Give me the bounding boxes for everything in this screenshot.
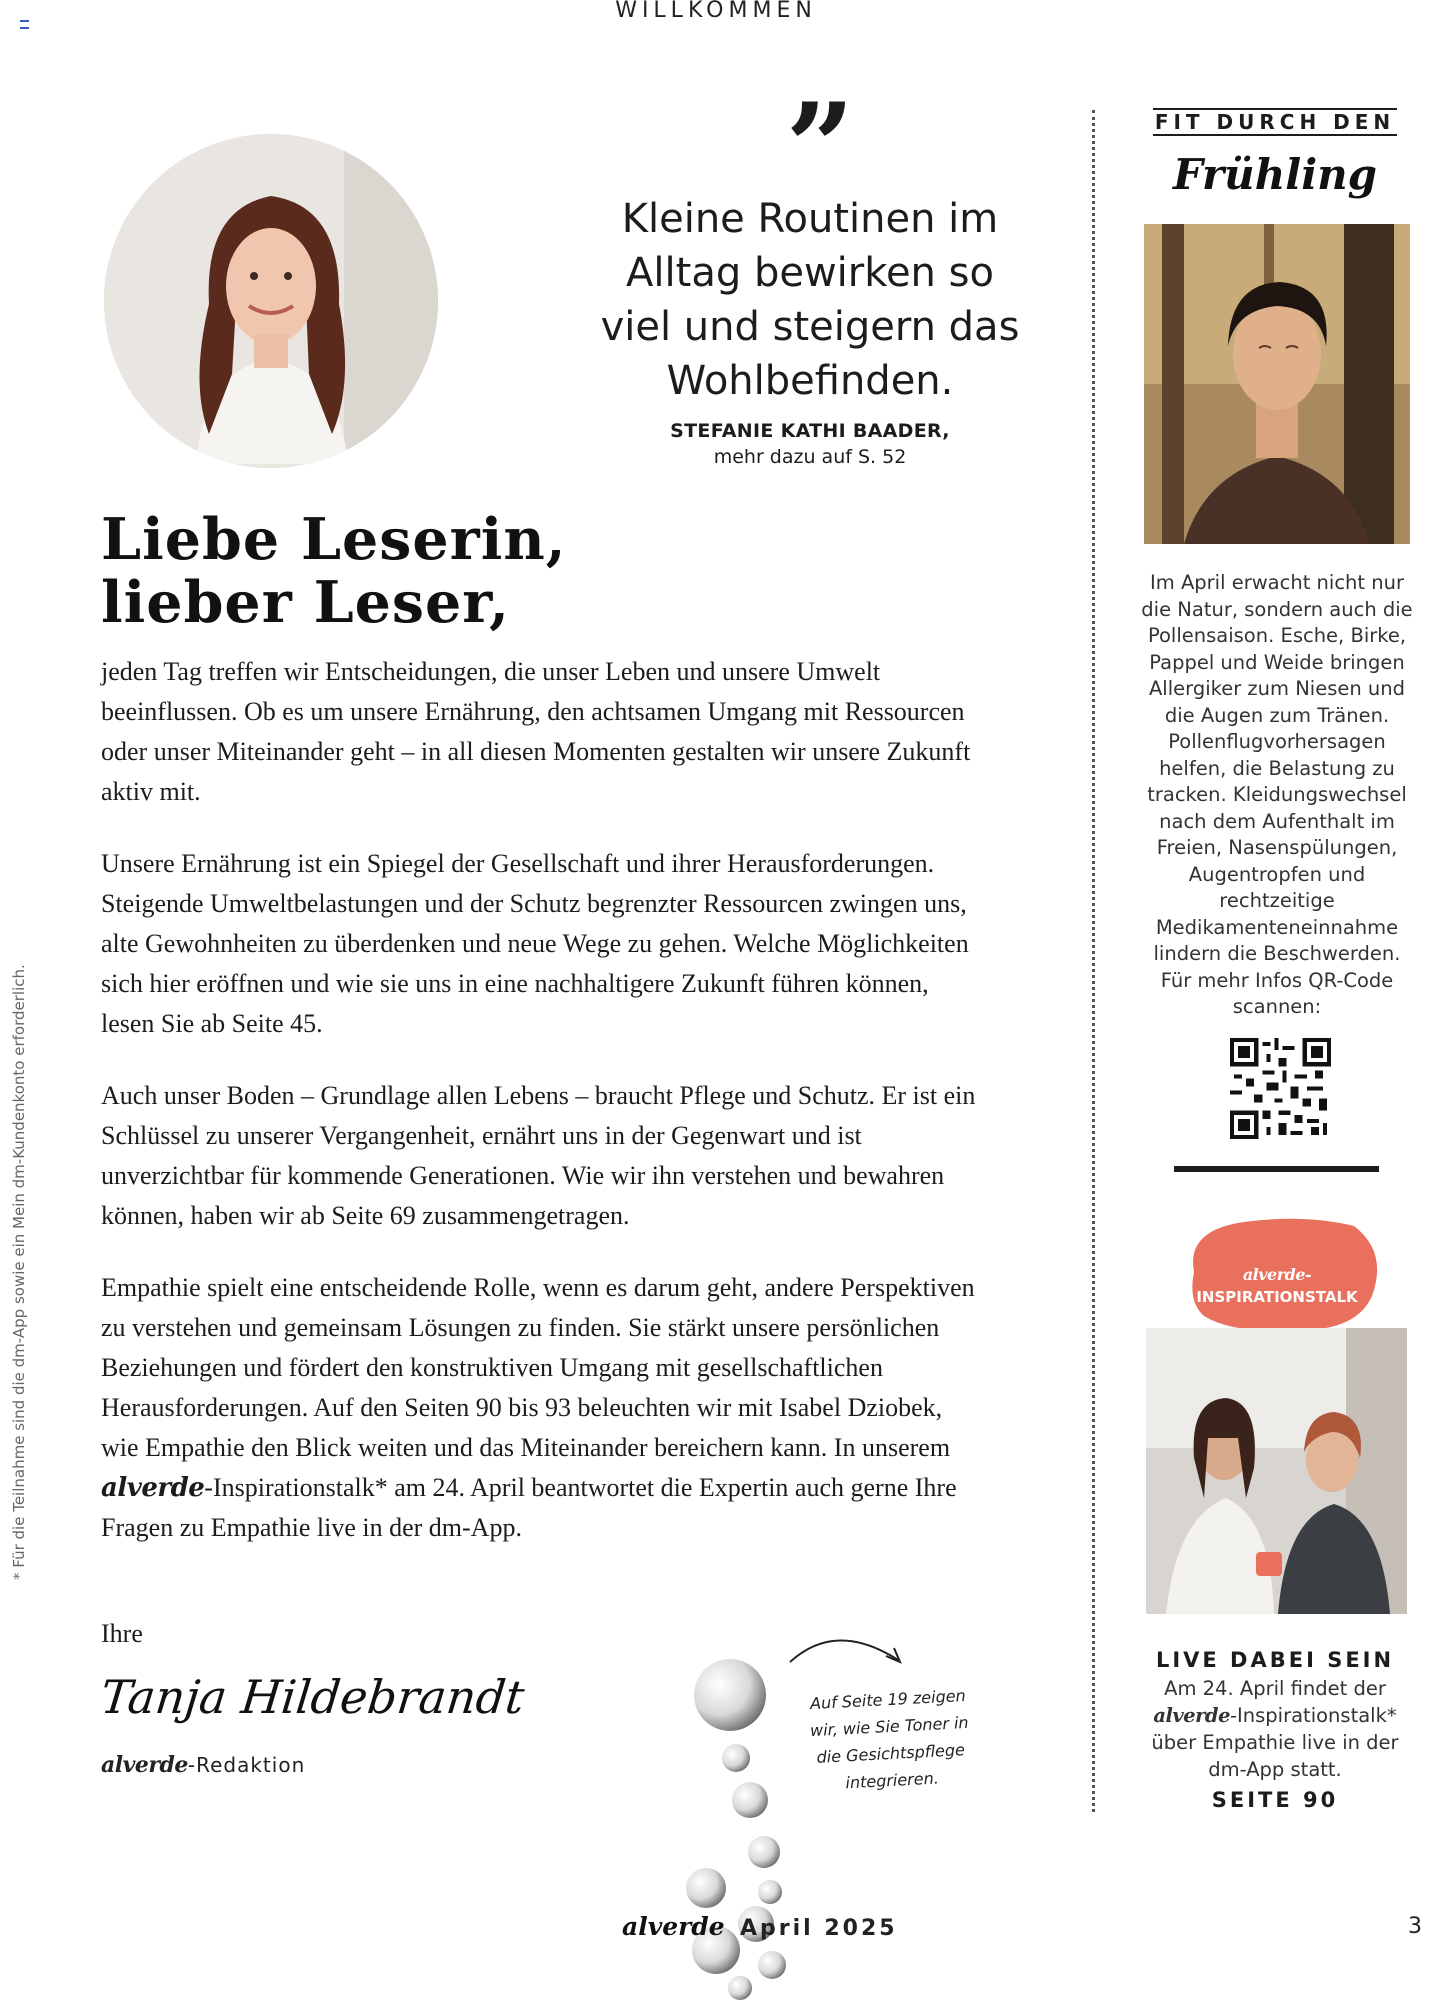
spring-woman-photo bbox=[1144, 224, 1410, 544]
brand-name: alverde bbox=[1153, 1704, 1230, 1727]
inspirationstalk-badge-text bbox=[1174, 1264, 1380, 1308]
badge-brand: alverde- bbox=[1242, 1265, 1312, 1284]
letter-greeting bbox=[101, 508, 567, 634]
handwritten-signature: Tanja Hildebrandt bbox=[98, 1670, 527, 1724]
toner-tip-note: Auf Seite 19 zeigen wir, wie Sie Toner in die Gesichtspflege integrieren. bbox=[809, 1685, 969, 1793]
live-page-reference: SEITE 90 bbox=[1211, 1788, 1339, 1812]
role-label: -Redaktion bbox=[187, 1753, 306, 1777]
empathy-talk-photo bbox=[1146, 1328, 1407, 1614]
live-title: LIVE DABEI SEIN bbox=[1155, 1648, 1395, 1672]
quote-author: STEFANIE KATHI BAADER, bbox=[670, 420, 950, 442]
paragraph-text: Empathie spielt eine entscheidende Rolle, wenn es darum geht, andere Perspektiven zu verstehen und gemeinsam Lösungen zu finden. Sie stärkt unsere persönlichen Beziehungen und fördert den konstruktiven Umgang mit gesellschaftlichen Herausforderungen. Auf den Seiten 90 bis 93 beleuchten wir mit Isabel Dziobek, wie Empathie den Blick weiten und das Miteinander bereichern kann. In unserem bbox=[101, 1273, 975, 1462]
letter-paragraph: Unsere Ernährung ist ein Spiegel der Gesellschaft und ihrer Herausforderungen. Steigende Umweltbelastungen und der Schutz begrenzter Ressourcen zwingen uns, alte Gewohnheiten zu überdenken und neue Wege zu gehen. Welche Möglichkeiten sich hier eröffnen und wie sie uns in eine nachhaltigere Zukunft führen können, lesen Sie ab Seite 45. bbox=[101, 849, 969, 1038]
water-bubbles-illustration bbox=[660, 1620, 800, 2000]
pull-quote: Kleine Routinen im Alltag bewirken so viel und steigern das Wohlbefinden. bbox=[600, 196, 1020, 404]
page-number: 3 bbox=[1408, 1914, 1422, 1939]
badge-label: INSPIRATIONSTALK bbox=[1196, 1288, 1358, 1306]
letter-closing: Ihre bbox=[101, 1619, 143, 1648]
live-info-text bbox=[1130, 1675, 1420, 1783]
editorial-team-label bbox=[101, 1752, 305, 1778]
letter-paragraph: Auch unser Boden – Grundlage allen Lebens – braucht Pflege und Schutz. Er ist ein Schlüssel zu unserer Vergangenheit, ernährt uns in der Gegenwart und ist unverzichtbar für kommende Generationen. Wie wir ihn verstehen und bewahren können, haben wir ab Seite 69 zusammengetragen. bbox=[101, 1081, 976, 1230]
brand-name: alverde bbox=[101, 1473, 205, 1503]
letter-body bbox=[101, 652, 981, 1580]
pollen-info-text: Im April erwacht nicht nur die Natur, sondern auch die Pollensaison. Esche, Birke, Pappel und Weide bringen Allergiker zum Niesen und die Augen zum Tränen. Pollenflugvorhersagen helfen, die Belastung zu tracken. Kleidungswechsel nach dem Aufenthalt im Freien, Nasenspülungen, Augentropfen und rechtzeitige Medikamenteneinnahme lindern die Beschwerden. Für mehr Infos QR-Code scannen: bbox=[1141, 571, 1413, 1018]
letter-paragraph bbox=[101, 1268, 981, 1548]
curved-arrow-icon bbox=[786, 1626, 906, 1678]
footer-issue-date: April 2025 bbox=[740, 1916, 898, 1941]
paragraph-text: -Inspirationstalk* am 24. April beantwortet die Expertin auch gerne Ihre Fragen zu Empathie live in der dm-App. bbox=[101, 1473, 957, 1542]
footer-brand: alverde bbox=[622, 1912, 725, 1941]
quote-page-reference: mehr dazu auf S. 52 bbox=[713, 446, 907, 468]
live-text-part: -Inspirationstalk* über Empathie live in der dm-App statt. bbox=[1151, 1704, 1399, 1781]
sidebar-title: Frühling bbox=[1172, 150, 1378, 199]
editor-portrait bbox=[104, 134, 438, 468]
greeting-line-2: lieber Leser, bbox=[101, 569, 510, 636]
sidebar-rule bbox=[1174, 1166, 1379, 1172]
sidebar-kicker-text: FIT DURCH DEN bbox=[1154, 110, 1396, 134]
side-footnote: * Für die Teilnahme sind die dm-App sowie ein Mein dm-Kundenkonto erforderlich. bbox=[10, 964, 28, 1580]
quote-mark-icon: ” bbox=[785, 77, 855, 218]
letter-paragraph: jeden Tag treffen wir Entscheidungen, die unser Leben und unsere Umwelt beeinflussen. Ob es um unsere Ernährung, den achtsamen Umgang mit Ressourcen oder unser Miteinander geht – in all diesen Momenten gestalten wir unsere Zukunft aktiv mit. bbox=[101, 657, 971, 806]
sidebar-kicker bbox=[1110, 110, 1432, 134]
qr-code[interactable] bbox=[1230, 1038, 1331, 1139]
page-section-header: WILLKOMMEN bbox=[615, 0, 817, 23]
greeting-line-1: Liebe Leserin, bbox=[101, 506, 567, 573]
dotted-divider bbox=[1092, 110, 1095, 1812]
brand-name: alverde bbox=[101, 1752, 188, 1778]
live-text-part: Am 24. April findet der bbox=[1164, 1677, 1386, 1700]
